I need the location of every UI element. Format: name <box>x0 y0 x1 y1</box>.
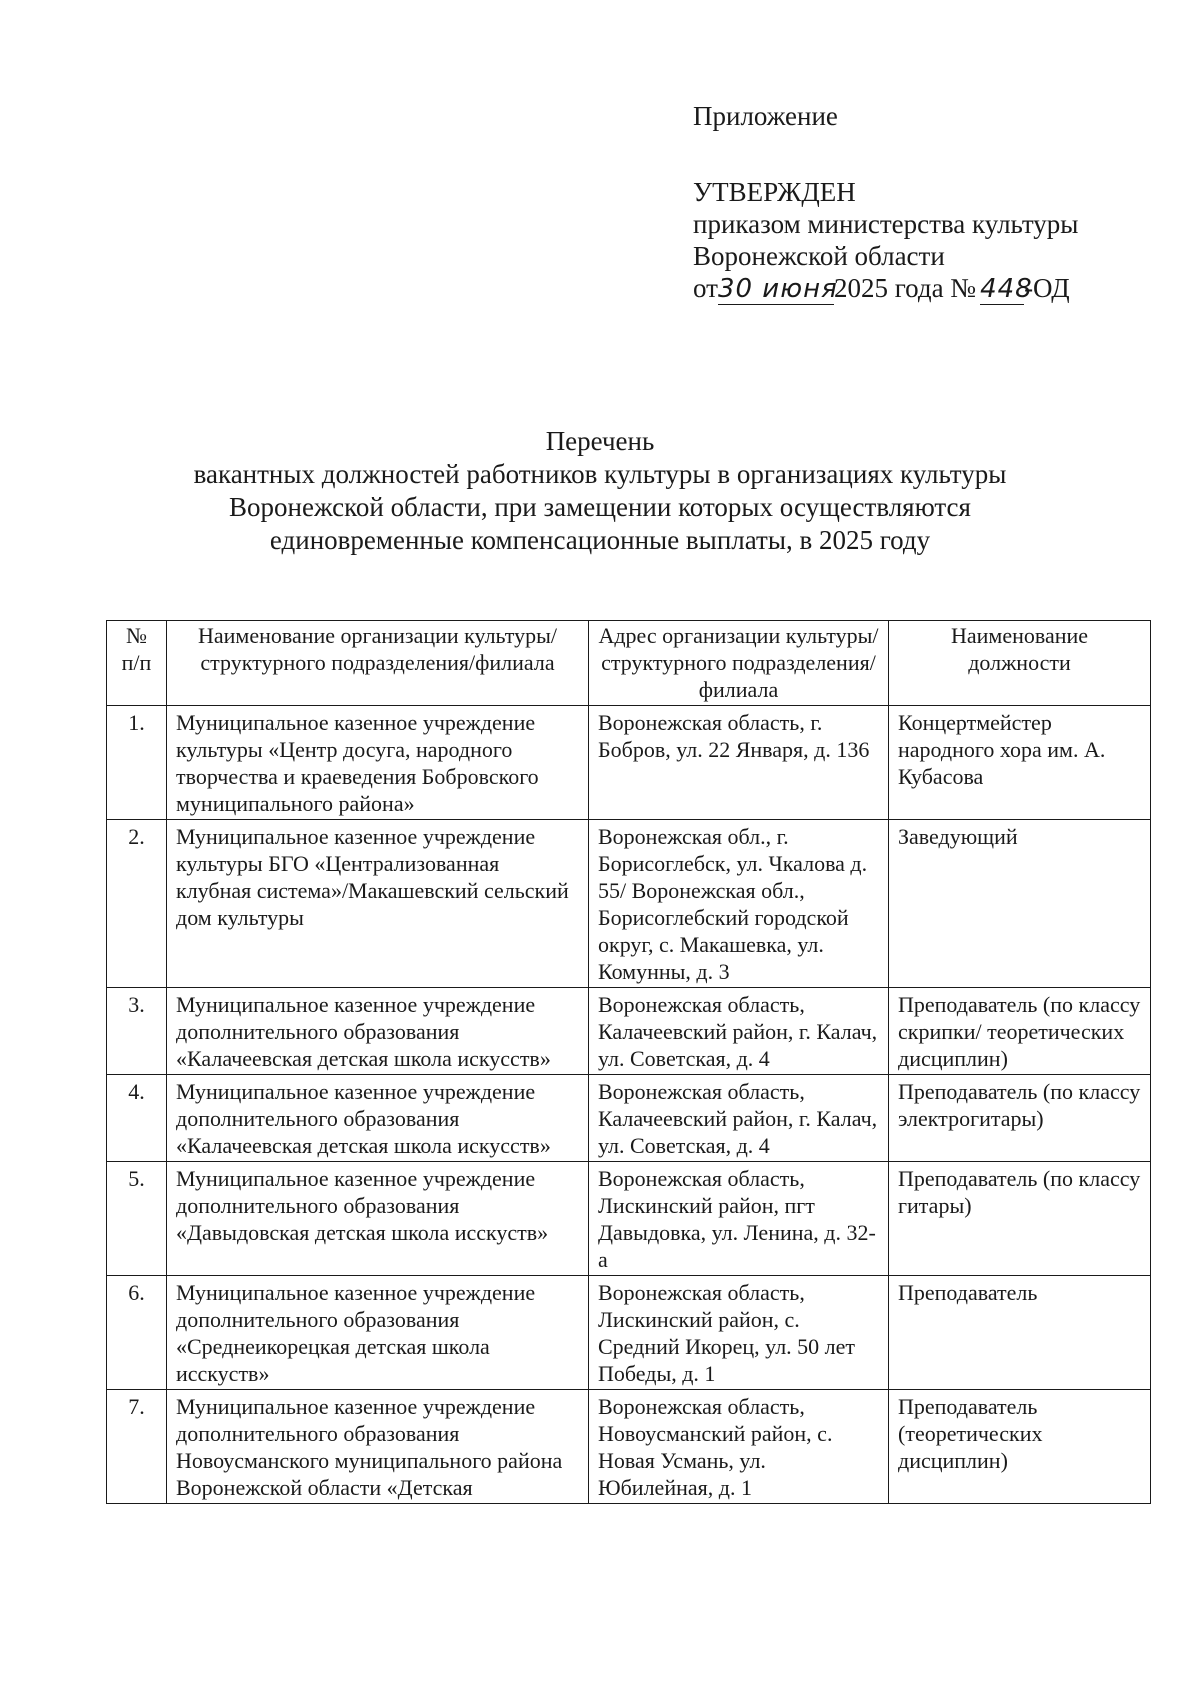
row-addr: Воронежская область, Лискинский район, пгт Давыдовка, ул. Ленина, д. 32-а <box>589 1162 889 1276</box>
approved-region: Воронежской области <box>693 241 945 271</box>
row-org: Муниципальное казенное учреждение культуры «Центр досуга, народного творчества и краеведения Бобровского муниципального района» <box>167 706 589 820</box>
row-pos: Концертмейстер народного хора им. А. Кубасова <box>889 706 1151 820</box>
row-num: 5. <box>107 1162 167 1276</box>
row-pos: Преподаватель (по классу гитары) <box>889 1162 1151 1276</box>
row-addr: Воронежская обл., г. Борисоглебск, ул. Чкалова д. 55/ Воронежская обл., Борисоглебский городской округ, с. Макашевка, ул. Комунны, д. 3 <box>589 820 889 988</box>
approved-by-order: приказом министерства культуры <box>693 209 1079 239</box>
vacancies-table <box>106 620 1151 1504</box>
header-addr: Адрес организации культуры/структурного подразделения/филиала <box>589 621 889 706</box>
row-num: 4. <box>107 1075 167 1162</box>
title-line-3: Воронежской области, при замещении которых осуществляются <box>229 492 971 522</box>
row-addr: Воронежская область, Лискинский район, с. Средний Икорец, ул. 50 лет Победы, д. 1 <box>589 1276 889 1390</box>
annex-label: Приложение <box>693 101 838 131</box>
handwritten-order-number: 448 <box>980 274 1033 304</box>
order-suffix: -ОД <box>1024 273 1070 303</box>
handwritten-date: 30 июня <box>717 274 838 304</box>
row-pos: Преподаватель (по классу скрипки/ теоретических дисциплин) <box>889 988 1151 1075</box>
header-org: Наименование организации культуры/структурного подразделения/филиала <box>167 621 589 706</box>
table-row <box>107 1276 1151 1390</box>
table-row <box>107 820 1151 988</box>
title-line-1: Перечень <box>545 426 655 456</box>
row-num: 1. <box>107 706 167 820</box>
row-num: 6. <box>107 1276 167 1390</box>
table-row <box>107 1075 1151 1162</box>
table-row <box>107 1162 1151 1276</box>
row-org: Муниципальное казенное учреждение культуры БГО «Централизованная клубная система»/Макашевский сельский дом культуры <box>167 820 589 988</box>
row-num: 7. <box>107 1390 167 1504</box>
title-line-2: вакантных должностей работников культуры в организациях культуры <box>193 459 1007 489</box>
row-pos: Преподаватель (по классу электрогитары) <box>889 1075 1151 1162</box>
row-org: Муниципальное казенное учреждение дополнительного образования «Давыдовская детская школа исскуств» <box>167 1162 589 1276</box>
row-addr: Воронежская область, Калачеевский район, г. Калач, ул. Советская, д. 4 <box>589 988 889 1075</box>
table-header-row <box>107 621 1151 706</box>
row-addr: Воронежская область, Новоусманский район, с. Новая Усмань, ул. Юбилейная, д. 1 <box>589 1390 889 1504</box>
document-title <box>100 425 1100 557</box>
row-org: Муниципальное казенное учреждение дополнительного образования «Калачеевская детская школа искусств» <box>167 988 589 1075</box>
table-row <box>107 1390 1151 1504</box>
row-pos: Заведующий <box>889 820 1151 988</box>
table-row <box>107 706 1151 820</box>
row-org: Муниципальное казенное учреждение дополнительного образования Новоусманского муниципального района Воронежской области «Детская <box>167 1390 589 1504</box>
row-num: 2. <box>107 820 167 988</box>
title-line-4: единовременные компенсационные выплаты, в 2025 году <box>269 525 931 555</box>
row-org: Муниципальное казенное учреждение дополнительного образования «Калачеевская детская школа искусств» <box>167 1075 589 1162</box>
year-text: 2025 года № <box>833 273 977 303</box>
order-date-line <box>693 272 1153 305</box>
row-num: 3. <box>107 988 167 1075</box>
row-pos: Преподаватель <box>889 1276 1151 1390</box>
row-org: Муниципальное казенное учреждение дополнительного образования «Среднеикорецкая детская школа исскуств» <box>167 1276 589 1390</box>
row-addr: Воронежская область, г. Бобров, ул. 22 Января, д. 136 <box>589 706 889 820</box>
row-addr: Воронежская область, Калачеевский район, г. Калач, ул. Советская, д. 4 <box>589 1075 889 1162</box>
table-row <box>107 988 1151 1075</box>
header-pos: Наименование должности <box>889 621 1151 706</box>
approval-block <box>693 100 1153 305</box>
approved-label: УТВЕРЖДЕН <box>693 177 856 207</box>
date-prefix: от <box>693 273 718 303</box>
header-num: № п/п <box>107 621 167 706</box>
row-pos: Преподаватель (теоретических дисциплин) <box>889 1390 1151 1504</box>
